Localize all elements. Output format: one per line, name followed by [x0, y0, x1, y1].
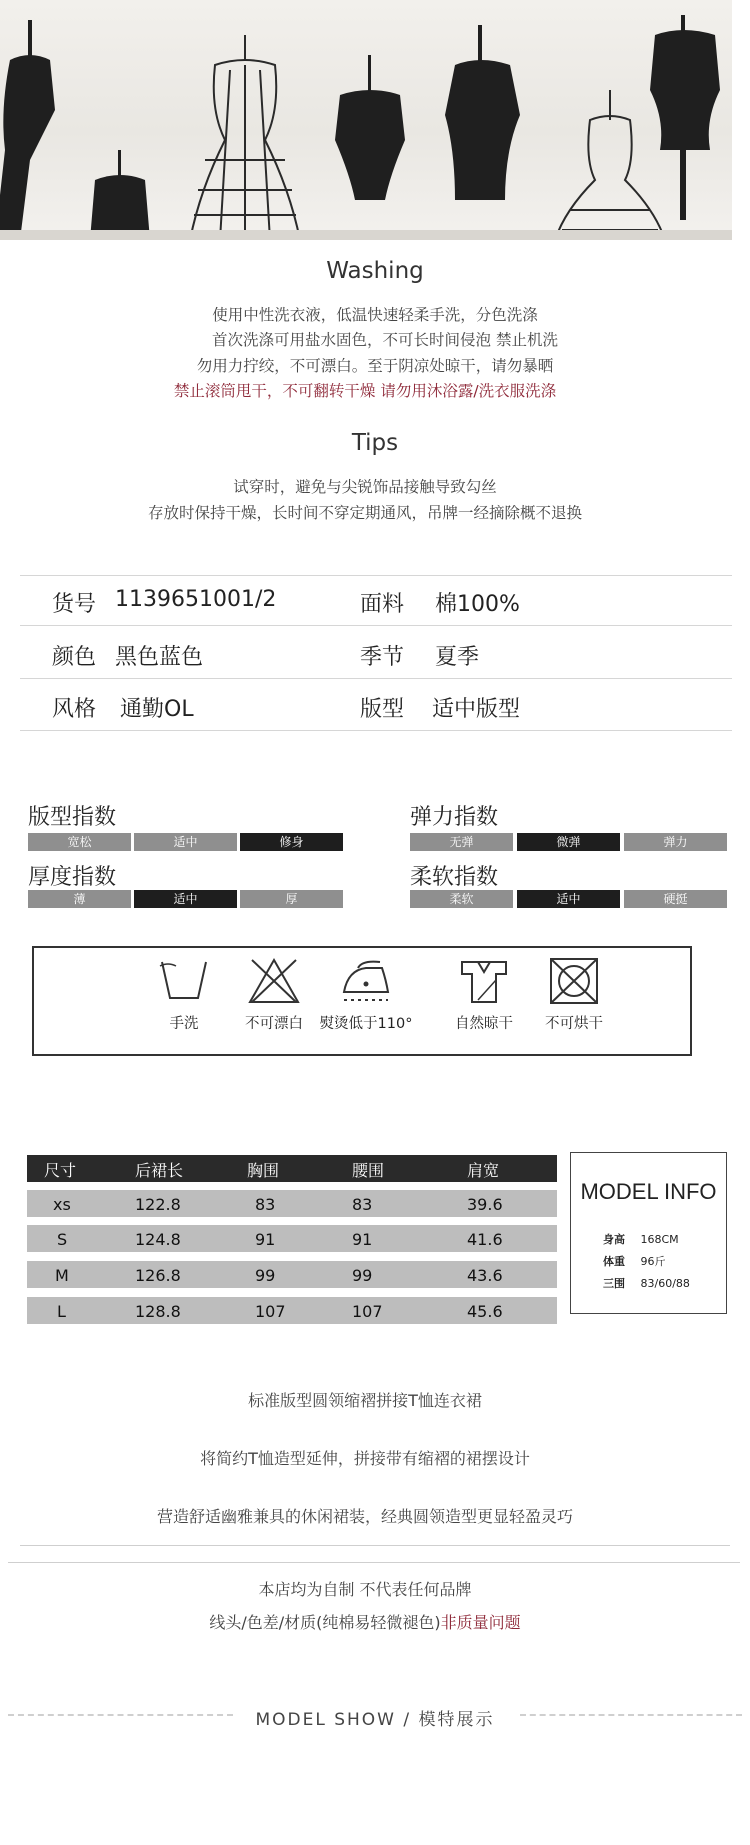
spec-divider: [20, 678, 732, 679]
size-header-cell: 肩宽: [467, 1161, 500, 1180]
model-weight-value: 96斤: [640, 1255, 666, 1268]
size-cell: 41.6: [467, 1230, 503, 1249]
size-header-cell: 腰围: [352, 1161, 385, 1180]
size-cell: 124.8: [135, 1230, 181, 1249]
size-cell: 91: [255, 1230, 276, 1249]
spec-code-label: 货号: [52, 592, 97, 617]
spec-divider: [20, 625, 732, 626]
mannequin-banner: [0, 0, 732, 240]
tips-title: Tips: [351, 430, 399, 456]
size-header-cell: 后裙长: [135, 1161, 184, 1180]
spec-fit-value: 适中版型: [432, 697, 521, 722]
tips-line-1: 试穿时，避免与尖锐饰品接触导致勾丝: [233, 478, 497, 496]
size-cell: 43.6: [467, 1266, 503, 1285]
spec-color-label: 颜色: [52, 645, 97, 670]
size-cell: S: [57, 1230, 68, 1249]
spec-season-label: 季节: [360, 645, 405, 670]
washing-line-1: 使用中性洗衣液，低温快速轻柔手洗，分色洗涤: [212, 306, 538, 324]
softness-index-title: 柔软指数: [410, 865, 499, 890]
elastic-option: 无弹: [410, 833, 513, 851]
spec-divider: [20, 730, 732, 731]
iron-icon: [336, 956, 396, 1006]
elastic-option: 微弹: [517, 833, 620, 851]
line-dry-label: 自然晾干: [455, 1016, 513, 1032]
elastic-index-title: 弹力指数: [410, 805, 499, 830]
model-weight-label: 体重: [603, 1255, 625, 1268]
model-show-dash-right: [520, 1714, 742, 1716]
description-line-1: 标准版型圆领缩褶拼接T恤连衣裙: [248, 1391, 482, 1410]
line-dry-icon: [456, 956, 512, 1006]
size-cell: 91: [352, 1230, 373, 1249]
size-table-header: [27, 1155, 557, 1182]
model-height: [603, 1231, 679, 1247]
size-cell: 39.6: [467, 1195, 503, 1214]
size-cell: 128.8: [135, 1302, 181, 1321]
size-cell: M: [55, 1266, 69, 1285]
fit-option: 宽松: [28, 833, 131, 851]
washing-line-4: 禁止滚筒甩干，不可翻转干燥 请勿用沐浴露/洗衣服洗涤: [173, 382, 557, 400]
no-tumble-dry-icon: [546, 956, 602, 1006]
spec-style-value: 通勤OL: [120, 697, 194, 722]
iron-label: 熨烫低于110°: [319, 1016, 413, 1032]
fit-option: 适中: [134, 833, 237, 851]
no-bleach-icon: [246, 956, 302, 1006]
size-header-cell: 尺寸: [44, 1161, 77, 1180]
washing-line-3: 勿用力拧绞，不可漂白。至于阴凉处晾干，请勿暴晒: [196, 357, 554, 375]
fit-option: 修身: [240, 833, 343, 851]
divider: [8, 1562, 740, 1563]
size-header-cell: 胸围: [247, 1161, 280, 1180]
spec-fabric-label: 面料: [360, 592, 405, 617]
size-cell: 99: [255, 1266, 276, 1285]
model-show-title: MODEL SHOW / 模特展示: [255, 1710, 495, 1730]
no-bleach-label: 不可漂白: [245, 1016, 303, 1032]
description-line-3: 营造舒适幽雅兼具的休闲裙装，经典圆领造型更显轻盈灵巧: [156, 1507, 573, 1526]
no-tumble-label: 不可烘干: [545, 1016, 603, 1032]
size-cell: 107: [352, 1302, 383, 1321]
spec-divider: [20, 575, 732, 576]
thickness-index-title: 厚度指数: [28, 865, 117, 890]
size-table-row: [27, 1297, 557, 1324]
tips-line-2: 存放时保持干燥，长时间不穿定期通风，吊牌一经摘除概不退换: [147, 504, 582, 522]
hand-wash-label: 手洗: [169, 1016, 199, 1032]
softness-option: 硬挺: [624, 890, 727, 908]
size-cell: 45.6: [467, 1302, 503, 1321]
thickness-option: 厚: [240, 890, 343, 908]
spec-fabric-value: 棉100%: [435, 592, 520, 617]
size-cell: 122.8: [135, 1195, 181, 1214]
model-height-label: 身高: [603, 1233, 625, 1246]
model-weight: [603, 1253, 666, 1269]
size-cell: 83: [255, 1195, 276, 1214]
care-iron: [316, 956, 416, 1033]
model-info-title: MODEL INFO: [580, 1179, 717, 1204]
notice-line-2-highlight: 非质量问题: [440, 1613, 521, 1632]
washing-title: Washing: [326, 258, 424, 284]
softness-option: 适中: [517, 890, 620, 908]
size-table-row: [27, 1190, 557, 1217]
care-no-bleach: [224, 956, 324, 1033]
notice-line-2: [0, 1610, 730, 1633]
thickness-option: 适中: [134, 890, 237, 908]
notice-line-2-text: 线头/色差/材质(纯棉易轻微褪色): [209, 1613, 441, 1632]
elastic-option: 弹力: [624, 833, 727, 851]
care-hand-wash: [134, 956, 234, 1033]
model-measure: [603, 1275, 690, 1291]
model-info-box: [570, 1152, 727, 1314]
size-cell: 126.8: [135, 1266, 181, 1285]
softness-option: 柔软: [410, 890, 513, 908]
size-cell: 107: [255, 1302, 286, 1321]
thickness-option: 薄: [28, 890, 131, 908]
spec-code-value: 1139651001/2: [115, 587, 277, 612]
spec-season-value: 夏季: [435, 645, 480, 670]
model-measure-value: 83/60/88: [640, 1277, 690, 1290]
description-line-2: 将简约T恤造型延伸，拼接带有缩褶的裙摆设计: [200, 1449, 530, 1468]
fit-index-title: 版型指数: [28, 805, 117, 830]
size-cell: 99: [352, 1266, 373, 1285]
size-cell: xs: [53, 1195, 71, 1214]
model-measure-label: 三围: [603, 1277, 625, 1290]
spec-fit-label: 版型: [360, 697, 405, 722]
care-symbols-panel: [32, 946, 692, 1056]
size-table-row: [27, 1225, 557, 1252]
size-cell: 83: [352, 1195, 373, 1214]
size-cell: L: [57, 1302, 66, 1321]
mannequin-illustration: [0, 0, 732, 240]
care-line-dry: [434, 956, 534, 1033]
model-height-value: 168CM: [640, 1233, 679, 1246]
hand-wash-icon: [156, 956, 212, 1006]
spec-style-label: 风格: [52, 697, 97, 722]
spec-color-value: 黑色蓝色: [115, 645, 204, 670]
care-no-tumble: [524, 956, 624, 1033]
size-table-row: [27, 1261, 557, 1288]
washing-line-2: 首次洗涤可用盐水固色，不可长时间侵泡 禁止机洗: [212, 331, 558, 349]
notice-line-1: 本店均为自制 不代表任何品牌: [258, 1580, 472, 1599]
divider: [20, 1545, 730, 1546]
